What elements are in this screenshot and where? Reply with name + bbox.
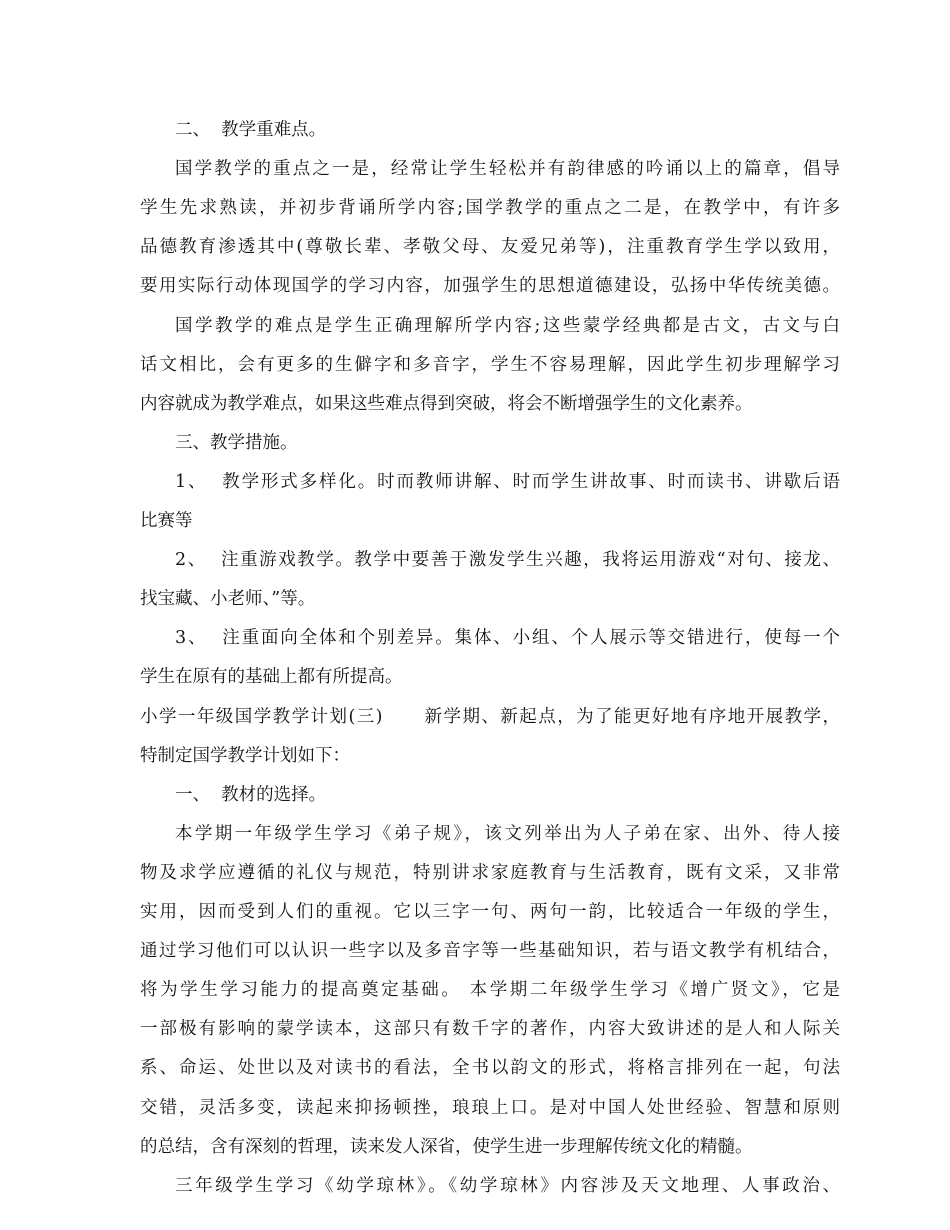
text-line: 内容就成为教学难点，如果这些难点得到突破，将会不断增强学生的文化素养。 [140, 393, 753, 414]
text-line: 本学期一年级学生学习《弟子规》，该文列举出为人子弟在家、出外、待人接 [175, 823, 840, 844]
text-line: 通过学习他们可以认识一些字以及多音字等一些基础知识，若与语文教学有机结合， [140, 941, 840, 962]
text-line: 1、 教学形式多样化。时而教师讲解、时而学生讲故事、时而读书、讲歇后语 [175, 471, 840, 492]
text-line: 学生在原有的基础上都有所提高。 [140, 667, 403, 688]
text-line: 2、 注重游戏教学。教学中要善于激发学生兴趣，我将运用游戏“对句、接龙、 [175, 550, 840, 571]
text-line: 话文相比，会有更多的生僻字和多音字，学生不容易理解，因此学生初步理解学习 [140, 354, 840, 375]
text-line: 学生先求熟读，并初步背诵所学内容;国学教学的重点之二是，在教学中，有许多 [140, 198, 840, 219]
text-line: 三年级学生学习《幼学琼林》。《幼学琼林》内容涉及天文地理、人事政治、 [175, 1175, 840, 1196]
text-line: 要用实际行动体现国学的学习内容，加强学生的思想道德建设，弘扬中华传统美德。 [140, 276, 840, 297]
text-line: 交错，灵活多变，读起来抑扬顿挫，琅琅上口。是对中国人处世经验、智慧和原则 [140, 1097, 840, 1118]
text-line: 小学一年级国学教学计划(三) 新学期、新起点，为了能更好地有序地开展教学， [140, 706, 840, 727]
text-line: 将为学生学习能力的提高奠定基础。 本学期二年级学生学习《增广贤文》，它是 [140, 980, 840, 1001]
text-line: 一部极有影响的蒙学读本，这部只有数千字的著作，内容大致讲述的是人和人际关 [140, 1019, 840, 1040]
text-line: 国学教学的重点之一是，经常让学生轻松并有韵律感的吟诵以上的篇章，倡导 [175, 159, 840, 180]
text-line: 二、 教学重难点。 [175, 120, 327, 140]
text-line: 实用，因而受到人们的重视。它以三字一句、两句一韵，比较适合一年级的学生， [140, 902, 840, 922]
text-line: 国学教学的难点是学生正确理解所学内容;这些蒙学经典都是古文，古文与白 [175, 315, 840, 336]
text-line: 的总结，含有深刻的哲理，读来发人深省，使学生进一步理解传统文化的精髓。 [140, 1136, 753, 1157]
text-line: 物及求学应遵循的礼仪与规范，特别讲求家庭教育与生活教育，既有文采，又非常 [140, 862, 840, 883]
text-line: 比赛等 [140, 511, 193, 531]
text-line: 系、命运、处世以及对读书的看法，全书以韵文的形式，将格言排列在一起，句法 [140, 1058, 840, 1079]
text-line: 找宝藏、小老师、”等。 [140, 589, 316, 610]
text-line: 品德教育渗透其中(尊敬长辈、孝敬父母、友爱兄弟等)，注重教育学生学以致用， [140, 237, 840, 258]
text-line: 三、教学措施。 [175, 432, 298, 453]
text-line: 3、 注重面向全体和个别差异。集体、小组、个人展示等交错进行，使每一个 [175, 628, 840, 649]
text-line: 特制定国学教学计划如下： [140, 745, 350, 766]
text-line: 一、 教材的选择。 [175, 784, 327, 805]
